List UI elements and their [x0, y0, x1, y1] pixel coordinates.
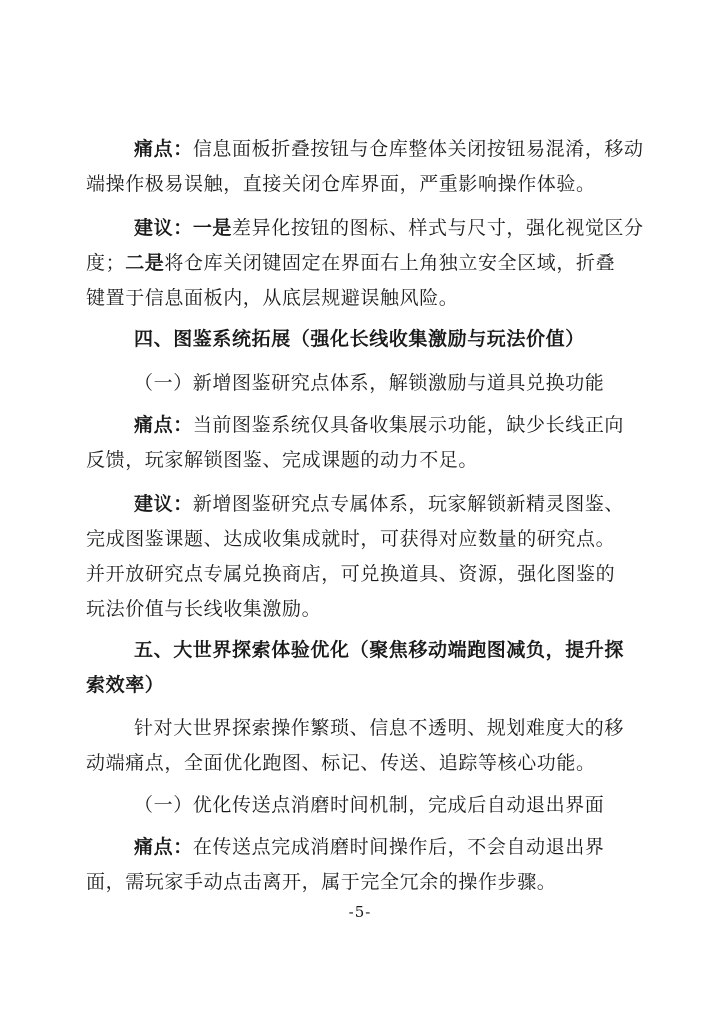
section-heading-continued: 索效率）	[86, 674, 165, 696]
text: 完成图鉴课题、达成收集成就时，可获得对应数量的研究点。	[86, 528, 616, 550]
text: 将仓库关闭键固定在界面右上角独立安全区域，折叠	[164, 252, 616, 274]
paragraph-line	[0, 869, 720, 895]
text: 动端痛点，全面优化跑图、标记、传送、追踪等核心功能。	[86, 752, 596, 774]
text: 键置于信息面板内，从底层规避误触风险。	[86, 287, 459, 309]
text: 信息面板折叠按钮与仓库整体关闭按钮易混淆，移动	[192, 138, 644, 160]
text: 新增图鉴研究点专属体系，玩家解锁新精灵图鉴、	[192, 493, 625, 515]
paragraph-line	[0, 447, 720, 473]
text: 面，需玩家手动点击离开，属于完全冗余的操作步骤。	[86, 871, 557, 893]
label-pain-point: 痛点：	[134, 138, 193, 160]
paragraph-line	[0, 561, 720, 587]
text: 当前图鉴系统仅具备收集展示功能，缺少长线正向	[192, 414, 625, 436]
paragraph-line	[0, 834, 720, 860]
text: 反馈，玩家解锁图鉴、完成课题的动力不足。	[86, 449, 479, 471]
text: 端操作极易误触，直接关闭仓库界面，严重影响操作体验。	[86, 173, 596, 195]
emphasis: 一是	[192, 217, 233, 239]
emphasis: 二是	[125, 252, 165, 274]
paragraph-line	[0, 596, 720, 622]
paragraph-line	[0, 412, 720, 438]
section-heading: 四、图鉴系统拓展（强化长线收集激励与玩法价值）	[134, 328, 585, 350]
paragraph-line	[0, 715, 720, 741]
text: 玩法价值与长线收集激励。	[86, 598, 322, 620]
paragraph-line	[0, 526, 720, 552]
paragraph-line	[0, 171, 720, 197]
paragraph-line	[0, 285, 720, 311]
paragraph-line	[0, 250, 720, 276]
subsection-heading: （一）优化传送点消磨时间机制，完成后自动退出界面	[134, 794, 605, 816]
label-pain-point: 痛点：	[134, 836, 193, 858]
page-number: -5-	[348, 903, 372, 921]
label-pain-point: 痛点：	[134, 414, 193, 436]
text: 差异化按钮的图标、样式与尺寸，强化视觉区分	[232, 217, 644, 239]
paragraph-line	[0, 136, 720, 162]
text: 并开放研究点专属兑换商店，可兑换道具、资源，强化图鉴的	[86, 563, 616, 585]
subsection-heading: （一）新增图鉴研究点体系，解锁激励与道具兑换功能	[134, 372, 605, 394]
text: 针对大世界探索操作繁琐、信息不透明、规划难度大的移	[134, 717, 625, 739]
text: 度；	[86, 252, 126, 274]
paragraph-line	[0, 215, 720, 241]
label-suggestion: 建议：	[134, 493, 193, 515]
text: 在传送点完成消磨时间操作后，不会自动退出界	[192, 836, 605, 858]
paragraph-line	[0, 750, 720, 776]
label-suggestion: 建议：	[134, 217, 193, 239]
section-heading: 五、大世界探索体验优化（聚焦移动端跑图减负，提升探	[134, 639, 625, 661]
paragraph-line	[0, 491, 720, 517]
